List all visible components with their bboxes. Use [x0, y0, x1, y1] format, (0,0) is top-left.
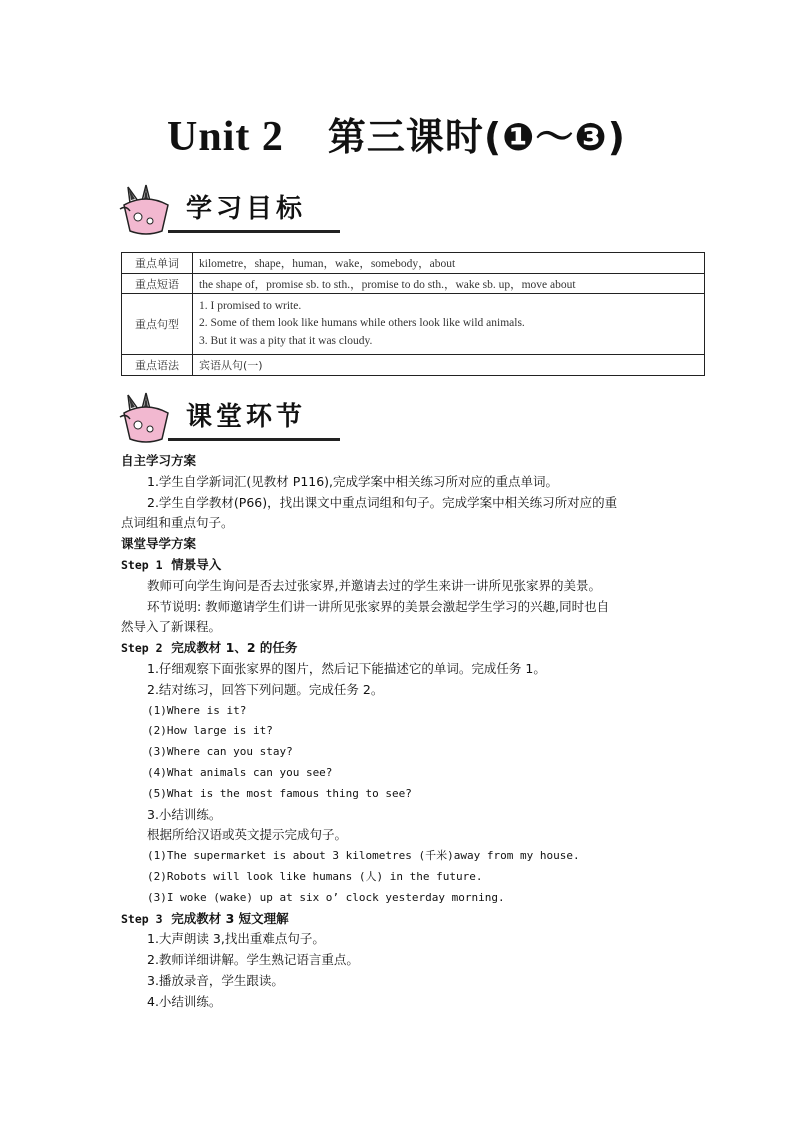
unit-label: Unit 2 — [167, 114, 284, 160]
key-sentence: 3. But it was a pity that it was cloudy. — [199, 334, 373, 347]
step-heading — [121, 909, 691, 930]
lesson-content — [121, 451, 691, 1013]
goals-table — [121, 252, 705, 376]
list-item: 1.大声朗读 3,找出重难点句子。 — [147, 931, 325, 947]
key-sentence: 2. Some of them look like humans while others look like wild animals. — [199, 317, 525, 330]
paragraph: 2.学生自学教材(P66)，找出课文中重点词组和句子。完成学案中相关练习所对应的重 — [147, 494, 618, 510]
list-item: 1.仔细观察下面张家界的图片，然后记下能描述它的单词。完成任务 1。 — [147, 660, 546, 676]
rabbit-ears-badge-icon — [116, 391, 176, 447]
step-label: Step 3 — [121, 911, 163, 926]
section-heading: 自主学习方案 — [121, 453, 197, 468]
row-label: 重点语法 — [122, 355, 193, 376]
list-item: 2.教师详细讲解。学生熟记语言重点。 — [147, 952, 359, 968]
step-title: 完成教材 1、2 的任务 — [171, 640, 298, 656]
row-value: kilometre，shape，human，wake，somebody，about — [193, 253, 705, 274]
row-value — [193, 294, 705, 355]
row-label: 重点短语 — [122, 274, 193, 294]
step-title: 情景导入 — [171, 556, 222, 572]
question-item: (2)How large is it? — [147, 724, 273, 738]
table-row — [122, 355, 705, 376]
list-item: 3.播放录音，学生跟读。 — [147, 972, 284, 988]
lesson-label: 第三课时(❶～❸) — [327, 115, 626, 159]
rabbit-ears-badge-icon — [116, 183, 176, 239]
classroom-banner-title: 课堂环节 — [186, 402, 307, 432]
step-heading — [121, 638, 691, 659]
table-row — [122, 294, 705, 355]
list-item: 2.结对练习，回答下列问题。完成任务 2。 — [147, 681, 384, 697]
list-item: 4.小结训练。 — [147, 993, 222, 1009]
question-item: (3)Where can you stay? — [147, 745, 293, 759]
list-item: 3.小结训练。 — [147, 806, 222, 822]
banner-underline — [168, 230, 340, 233]
question-item: (5)What is the most famous thing to see? — [147, 786, 412, 800]
banner-underline — [168, 438, 340, 441]
goals-banner-title: 学习目标 — [186, 194, 307, 224]
question-item: (1)Where is it? — [147, 703, 247, 717]
step-label: Step 1 — [121, 557, 163, 572]
row-value: the shape of，promise sb. to sth.，promise to do sth.，wake sb. up，move about — [193, 274, 705, 294]
paragraph: 根据所给汉语或英文提示完成句子。 — [147, 827, 348, 843]
paragraph: 环节说明: 教师邀请学生们讲一讲所见张家界的美景会激起学生学习的兴趣,同时也自 — [147, 598, 610, 614]
exercise-item: (2)Robots will look like humans (人) in the future. — [147, 869, 483, 883]
question-item: (4)What animals can you see? — [147, 765, 333, 779]
section-heading: 课堂导学方案 — [121, 536, 197, 552]
exercise-item: (3)I woke (wake) up at six o’ clock yesterday morning. — [147, 890, 505, 904]
row-label: 重点句型 — [122, 294, 193, 355]
row-value: 宾语从句(一) — [193, 355, 705, 376]
goals-banner — [116, 183, 340, 239]
row-label: 重点单词 — [122, 253, 193, 274]
step-label: Step 2 — [121, 641, 163, 656]
paragraph-continued: 然导入了新课程。 — [121, 619, 222, 635]
paragraph-continued: 点词组和重点句子。 — [121, 515, 234, 531]
key-sentence: 1. I promised to write. — [199, 299, 302, 312]
table-row — [122, 274, 705, 294]
step-heading — [121, 555, 691, 576]
page-title — [0, 112, 793, 162]
paragraph: 1.学生自学新词汇(见教材 P116),完成学案中相关练习所对应的重点单词。 — [147, 473, 559, 489]
step-title: 完成教材 3 短文理解 — [171, 910, 289, 926]
table-row — [122, 253, 705, 274]
paragraph: 教师可向学生询问是否去过张家界,并邀请去过的学生来讲一讲所见张家界的美景。 — [147, 577, 601, 593]
exercise-item: (1)The supermarket is about 3 kilometres (千米)away from my house. — [147, 849, 580, 863]
classroom-banner — [116, 391, 340, 447]
